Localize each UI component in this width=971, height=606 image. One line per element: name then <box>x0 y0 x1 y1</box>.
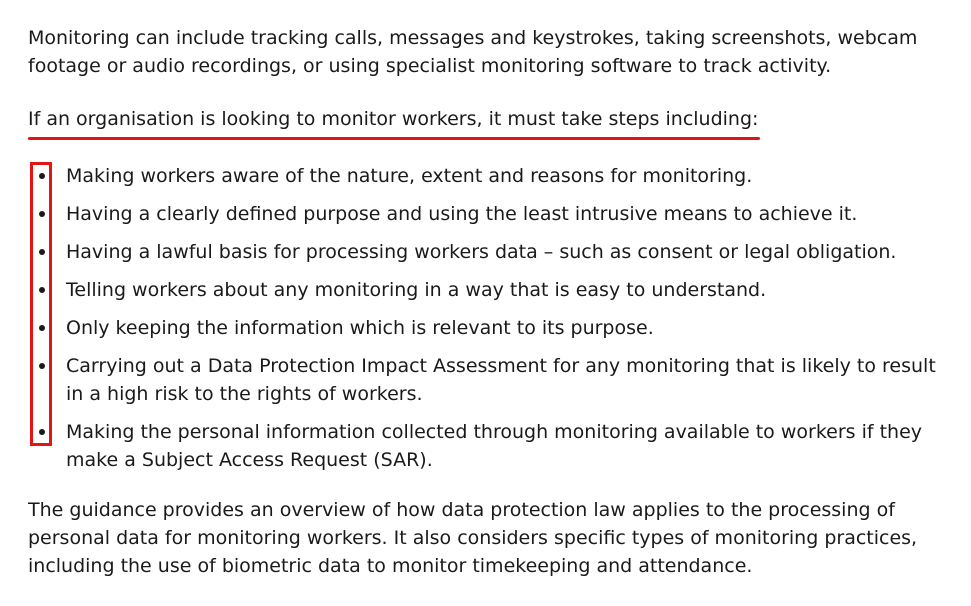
lead-paragraph <box>28 105 958 137</box>
steps-list-wrapper <box>28 162 958 474</box>
bullet-icon <box>39 429 45 435</box>
lead-text-underlined: If an organisation is looking to monitor workers, it must take steps including: <box>28 105 758 137</box>
list-item <box>28 352 958 408</box>
intro-paragraph: Monitoring can include tracking calls, messages and keystrokes, taking screenshots, webcam footage or audio recordings, or using specialist monitoring software to track activity. <box>28 27 918 77</box>
list-item <box>28 418 958 474</box>
bullet-icon <box>39 249 45 255</box>
closing-paragraph: The guidance provides an overview of how data protection law applies to the processing of personal data for monitoring workers. It also considers specific types of monitoring practices, including the use of biometric data to monitor timekeeping and attendance. <box>28 499 918 577</box>
bullet-icon <box>39 363 45 369</box>
bullet-icon <box>39 211 45 217</box>
list-item <box>28 314 958 342</box>
list-item-text: Making the personal information collected through monitoring available to workers if they make a Subject Access Request (SAR). <box>66 421 923 471</box>
list-item-text: Having a clearly defined purpose and using the least intrusive means to achieve it. <box>66 203 858 225</box>
bullet-icon <box>39 325 45 331</box>
bullet-icon <box>39 287 45 293</box>
article-content <box>28 24 958 580</box>
list-item-text: Telling workers about any monitoring in a way that is easy to understand. <box>66 279 767 301</box>
list-item <box>28 238 958 266</box>
bullet-icon <box>39 173 45 179</box>
list-item <box>28 200 958 228</box>
list-item <box>28 276 958 304</box>
list-item-text: Making workers aware of the nature, extent and reasons for monitoring. <box>66 165 753 187</box>
steps-list <box>28 162 958 474</box>
list-item-text: Carrying out a Data Protection Impact Assessment for any monitoring that is likely to result in a high risk to the rights of workers. <box>66 355 936 405</box>
list-item <box>28 162 958 190</box>
list-item-text: Having a lawful basis for processing workers data – such as consent or legal obligation. <box>66 241 897 263</box>
list-item-text: Only keeping the information which is relevant to its purpose. <box>66 317 654 339</box>
